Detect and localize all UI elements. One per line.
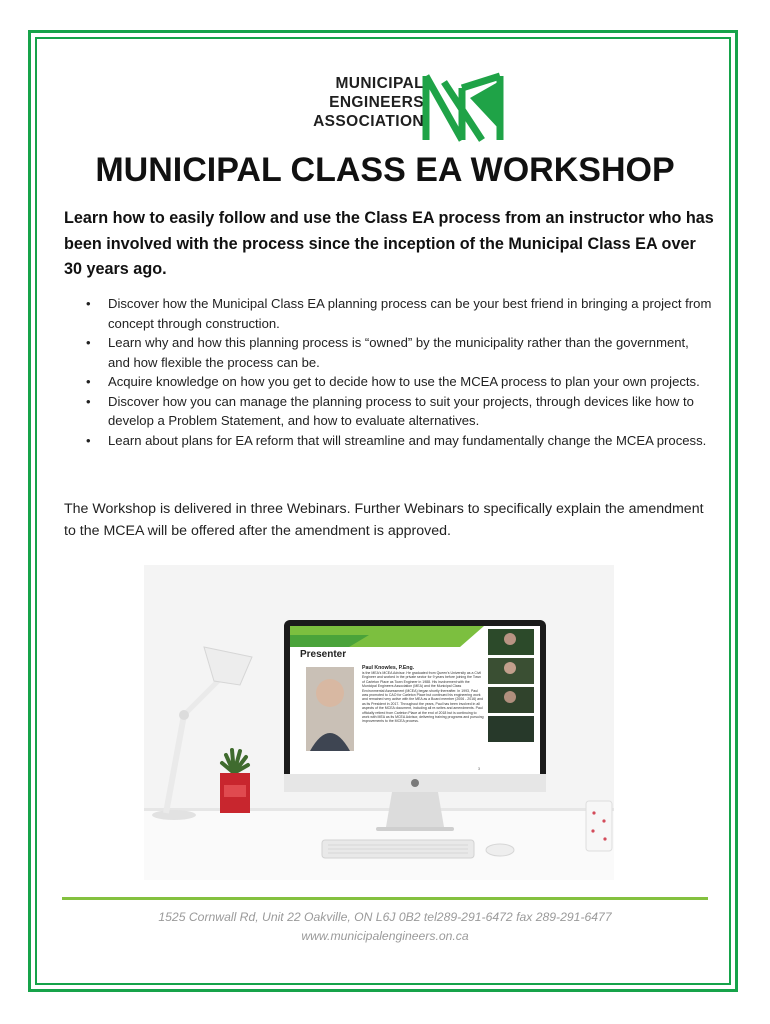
list-item-text: Learn why and how this planning process is “owned” by the municipality rather than the government, and how flexible the process can be. <box>108 335 689 370</box>
mea-logo <box>274 68 514 146</box>
logo-triangle-mark-icon <box>422 68 506 146</box>
benefits-list <box>86 294 713 450</box>
mug-icon <box>586 801 612 851</box>
list-item <box>86 333 713 372</box>
keyboard-icon <box>322 840 474 858</box>
slide-heading: Presenter <box>300 649 347 660</box>
logo-wordmark <box>274 74 424 131</box>
video-thumbnail <box>488 716 534 742</box>
footer <box>0 908 770 946</box>
list-item <box>86 431 713 451</box>
presenter-name: Paul Knowles, P.Eng. <box>362 665 415 671</box>
list-item <box>86 372 713 392</box>
footer-address: 1525 Cornwall Rd, Unit 22 Oakville, ON L6J 0B2 tel289-291-6472 fax 289-291-6477 <box>158 910 612 924</box>
logo-line-1: MUNICIPAL <box>335 75 424 92</box>
mouse-icon <box>486 844 514 856</box>
page-title: MUNICIPAL CLASS EA WORKSHOP <box>95 151 675 189</box>
list-item-text: Discover how the Municipal Class EA planning process can be your best friend in bringing a project from concept through construction. <box>108 296 712 331</box>
list-item <box>86 392 713 431</box>
presenter-bio: is the MEA's MCEA Advisor. He graduated from Queen's University as a Civil Engineer and worked in the private sector for 9 years before joining the Town of Carleton Place as Town Engineer in 1988. His involvement with the Municipal Engineers Association (MEA) and the Municipal Class Environmental Assessment (MCEA) began shortly thereafter. In 1993, Paul was promoted to CAO for Carleton Place but continued his engineering work and remained very active with the MEA as a Board member (2006 - 2016) and as its President in 2017. Throughout the years, Paul has been involved in all aspects of the MCEA document, including all re-writes and amendments. Paul officially retired from Carleton Place at the end of 2018 but is continuing to work with MEA as its MCEA Advisor, delivering training programs and pursuing improvements to the MCEA process. <box>362 671 484 724</box>
list-item-text: Discover how you can manage the planning process to suit your projects, through devices like how to develop a Problem Statement, and how to evaluate alternatives. <box>108 393 694 428</box>
bullet-icon: • <box>86 335 91 350</box>
slide-page-number: 3 <box>478 767 480 771</box>
list-item-text: Learn about plans for EA reform that will streamline and may fundamentally change the MCEA process. <box>108 432 707 448</box>
bullet-icon: • <box>86 393 91 409</box>
footer-website: www.municipalengineers.on.ca <box>301 929 469 943</box>
list-item-text: Acquire knowledge on how you get to decide how to use the MCEA process to plan your own projects. <box>108 374 700 389</box>
footer-divider <box>62 897 708 900</box>
intro-paragraph: Learn how to easily follow and use the Class EA process from an instructor who has been involved with the process since the inception of the Municipal Class EA over 30 years ago. <box>64 209 714 278</box>
list-item <box>86 294 713 333</box>
logo-line-3: ASSOCIATION <box>313 113 424 130</box>
bullet-icon: • <box>86 432 91 448</box>
workshop-desk-photo <box>144 565 614 880</box>
delivery-paragraph: The Workshop is delivered in three Webinars. Further Webinars to specifically explain the amendment to the MCEA will be offered after the amendment is approved. <box>64 501 704 539</box>
bullet-icon: • <box>86 296 91 311</box>
bullet-icon: • <box>86 374 91 389</box>
logo-line-2: ENGINEERS <box>329 94 424 111</box>
